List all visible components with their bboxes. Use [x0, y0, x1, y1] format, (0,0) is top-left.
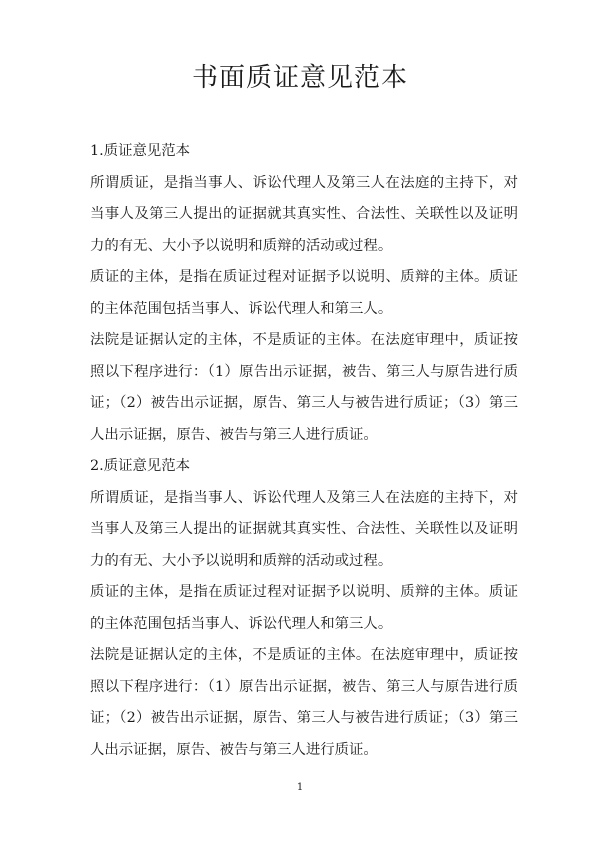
page-number: 1: [296, 782, 304, 793]
paragraph: 所谓质证，是指当事人、诉讼代理人及第三人在法庭的主持下，对当事人及第三人提出的证据就其真实性、合法性、关联性以及证明力的有无、大小予以说明和质辩的活动或过程。: [90, 489, 518, 569]
document-title: 书面质证意见范本: [191, 63, 408, 93]
section-1: [90, 136, 518, 451]
section-heading: 2.质证意见范本: [90, 458, 191, 474]
section-paragraphs: [90, 168, 518, 452]
section-2: [90, 451, 518, 766]
paragraph: 所谓质证，是指当事人、诉讼代理人及第三人在法庭的主持下，对当事人及第三人提出的证据就其真实性、合法性、关联性以及证明力的有无、大小予以说明和质辩的活动或过程。: [90, 174, 518, 254]
paragraph: 法院是证据认定的主体，不是质证的主体。在法庭审理中，质证按照以下程序进行：（1）原告出示证据，被告、第三人与原告进行质证；（2）被告出示证据，原告、第三人与被告进行质证；（3）第三人出示证据，原告、被告与第三人进行质证。: [90, 332, 518, 443]
paragraph: 法院是证据认定的主体，不是质证的主体。在法庭审理中，质证按照以下程序进行：（1）原告出示证据，被告、第三人与原告进行质证；（2）被告出示证据，原告、第三人与被告进行质证；（3）第三人出示证据，原告、被告与第三人进行质证。: [90, 647, 518, 758]
paragraph: 质证的主体，是指在质证过程对证据予以说明、质辩的主体。质证的主体范围包括当事人、诉讼代理人和第三人。: [90, 584, 518, 632]
document-body: [90, 136, 518, 766]
section-heading: 1.质证意见范本: [90, 143, 191, 159]
section-paragraphs: [90, 483, 518, 767]
paragraph: 质证的主体，是指在质证过程对证据予以说明、质辩的主体。质证的主体范围包括当事人、诉讼代理人和第三人。: [90, 269, 518, 317]
